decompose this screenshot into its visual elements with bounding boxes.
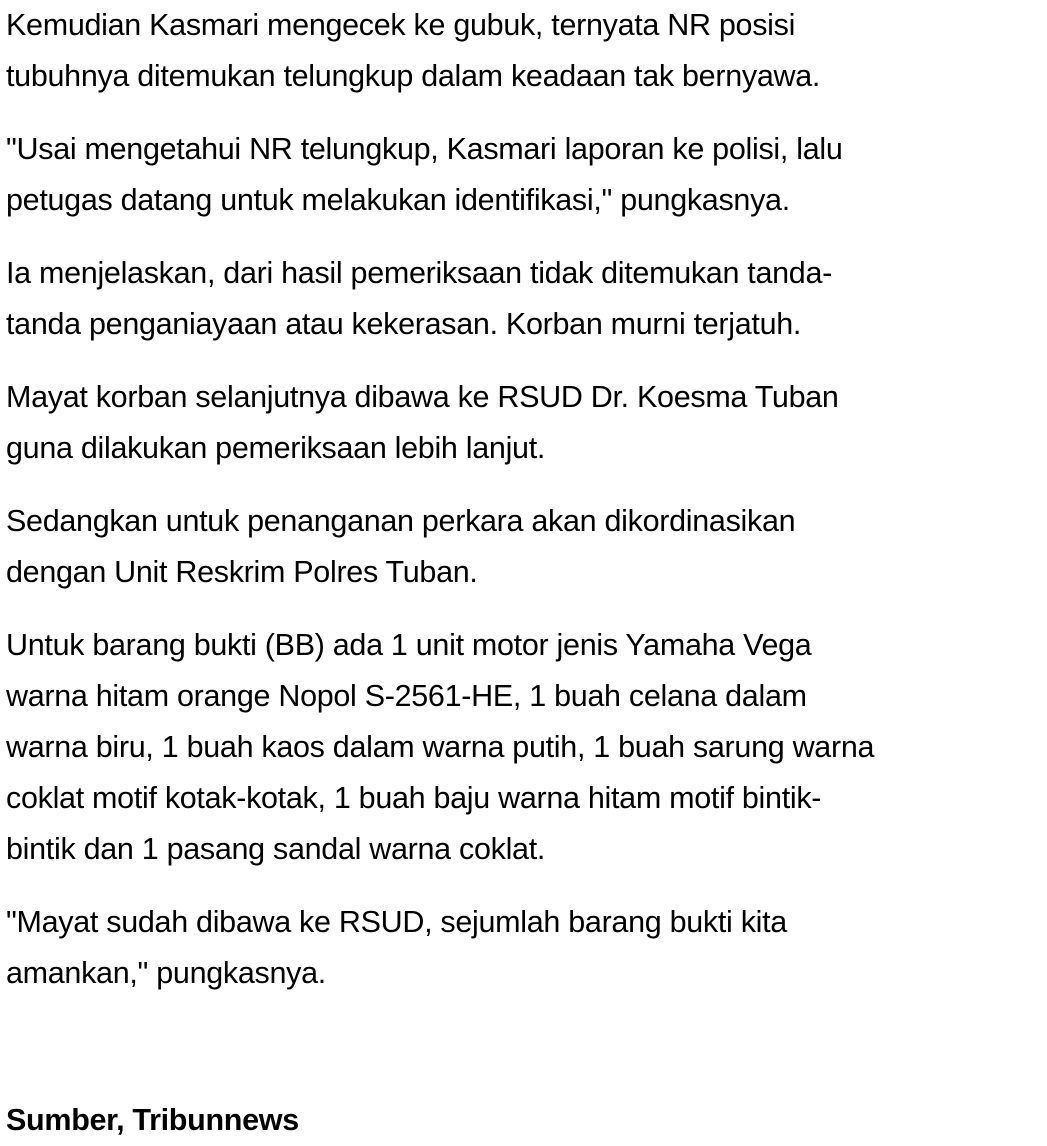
- article-body: [6, 0, 1042, 1021]
- paragraph-closing-quote: "Mayat sudah dibawa ke RSUD, sejumlah barang bukti kita amankan," pungkasnya.: [6, 905, 787, 990]
- source-credit: Sumber, Tribunnews: [6, 1103, 299, 1137]
- paragraph-report-quote: "Usai mengetahui NR telungkup, Kasmari laporan ke polisi, lalu petugas datang untuk melakukan identifikasi," pungkasnya.: [6, 132, 843, 217]
- paragraph-examination: Ia menjelaskan, dari hasil pemeriksaan tidak ditemukan tanda- tanda penganiayaan atau kekerasan. Korban murni terjatuh.: [6, 256, 832, 341]
- paragraph-coordination: Sedangkan untuk penanganan perkara akan dikordinasikan dengan Unit Reskrim Polres Tuban.: [6, 504, 796, 589]
- paragraph-finding: Kemudian Kasmari mengecek ke gubuk, ternyata NR posisi tubuhnya ditemukan telungkup dalam keadaan tak bernyawa.: [6, 8, 821, 93]
- paragraph-evidence: Untuk barang bukti (BB) ada 1 unit motor jenis Yamaha Vega warna hitam orange Nopol S-2561-HE, 1 buah celana dalam warna biru, 1 buah kaos dalam warna putih, 1 buah sarung warna coklat motif kotak-kotak, 1 buah baju warna hitam motif bintik- bintik dan 1 pasang sandal warna coklat.: [6, 628, 875, 866]
- paragraph-hospital: Mayat korban selanjutnya dibawa ke RSUD Dr. Koesma Tuban guna dilakukan pemeriksaan lebih lanjut.: [6, 380, 839, 465]
